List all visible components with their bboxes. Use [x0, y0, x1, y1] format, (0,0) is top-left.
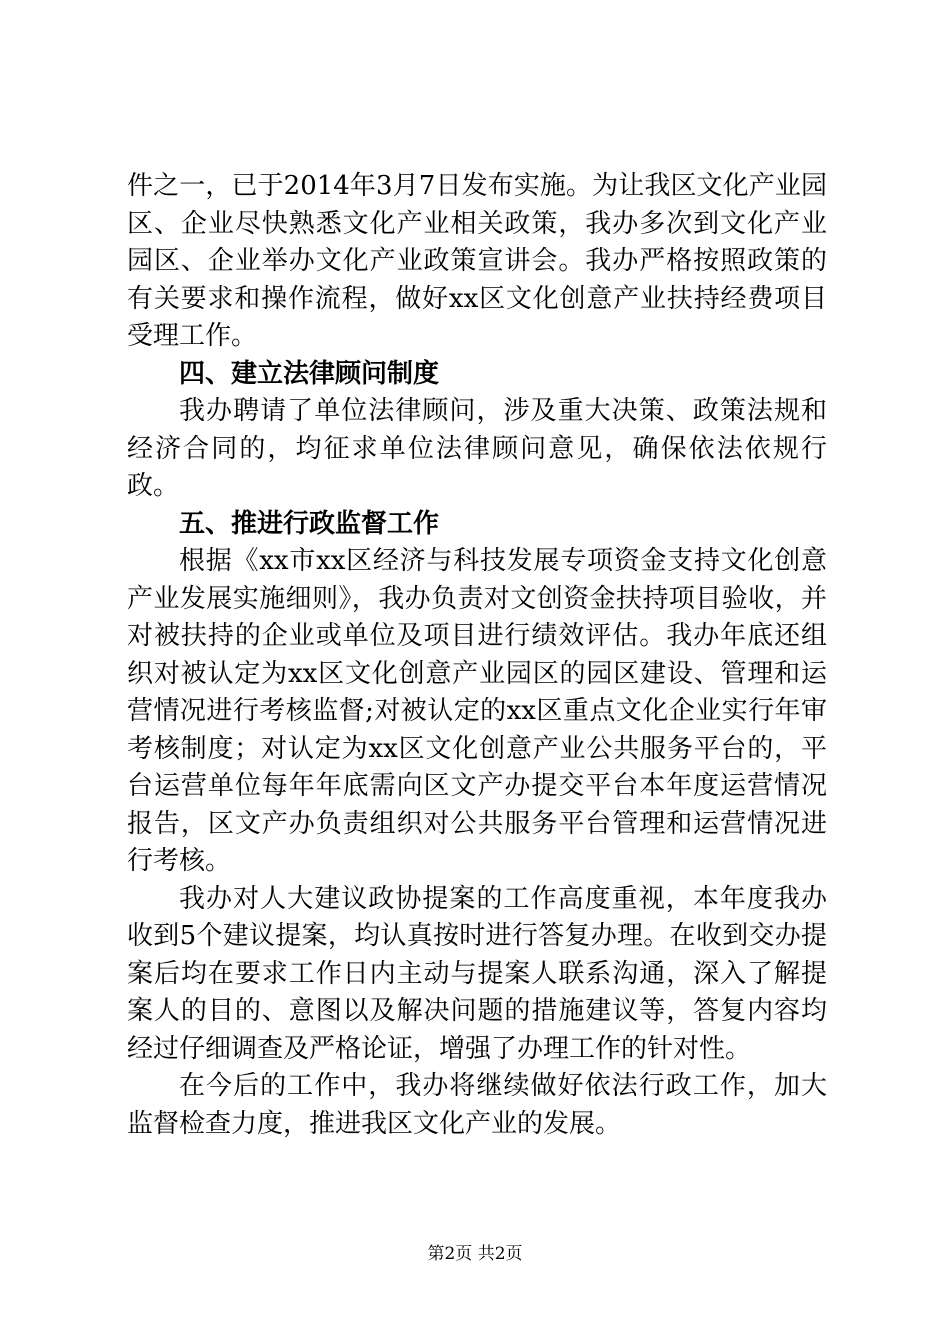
- paragraph-conclusion: 在今后的工作中，我办将继续做好依法行政工作，加大监督检查力度，推进我区文化产业的发展。: [127, 1071, 827, 1139]
- paragraph-legal-advisor: 我办聘请了单位法律顾问，涉及重大决策、政策法规和经济合同的，均征求单位法律顾问意见，确保依法依规行政。: [127, 396, 827, 501]
- page-number-footer: 第2页 共2页: [427, 1244, 523, 1264]
- document-body: [127, 168, 827, 1143]
- paragraph-continuation: 件之一，已于2014年3月7日发布实施。为让我区文化产业园区、企业尽快熟悉文化产业相关政策，我办多次到文化产业园区、企业举办文化产业政策宣讲会。我办严格按照政策的有关要求和操作流程，做好xx区文化创意产业扶持经费项目受理工作。: [127, 171, 827, 351]
- section-heading-legal-advisor: 四、建立法律顾问制度: [179, 358, 440, 389]
- paragraph-supervision: 根据《xx市xx区经济与科技发展专项资金支持文化创意产业发展实施细则》，我办负责对文创资金扶持项目验收，并对被扶持的企业或单位及项目进行绩效评估。我办年底还组织对被认定为xx区文化创意产业园区的园区建设、管理和运营情况进行考核监督;对被认定的xx区重点文化企业实行年审考核制度；对认定为xx区文化创意产业公共服务平台的，平台运营单位每年年底需向区文产办提交平台本年度运营情况报告，区文产办负责组织对公共服务平台管理和运营情况进行考核。: [127, 546, 827, 876]
- paragraph-proposals: 我办对人大建议政协提案的工作高度重视，本年度我办收到5个建议提案，均认真按时进行答复办理。在收到交办提案后均在要求工作日内主动与提案人联系沟通，深入了解提案人的目的、意图以及解决问题的措施建议等，答复内容均经过仔细调查及严格论证，增强了办理工作的针对性。: [127, 883, 827, 1064]
- section-heading-supervision: 五、推进行政监督工作: [179, 508, 440, 539]
